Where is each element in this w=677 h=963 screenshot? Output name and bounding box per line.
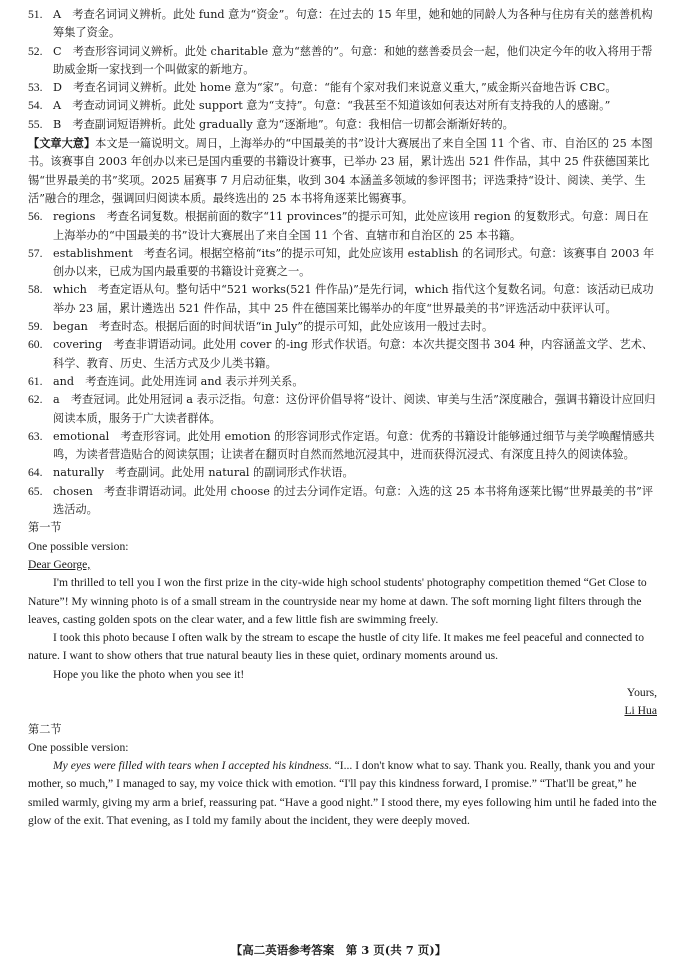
answer-item <box>28 391 657 428</box>
answer-item <box>28 281 657 318</box>
answer-number: 65. <box>28 484 43 498</box>
answer-item <box>28 464 657 482</box>
answer-item <box>28 245 657 282</box>
answer-item <box>28 336 657 373</box>
answer-number: 53. <box>28 81 43 95</box>
letter-salutation: Dear George, <box>28 557 91 571</box>
answer-number: 54. <box>28 99 43 113</box>
letter-paragraph: I took this photo because I often walk by the stream to escape the hustle of city life. It makes me feel peaceful and connected to nature. I want to show others that true natural beauty lies in these quiet, ordinary moments around us. <box>28 631 645 663</box>
answer-text: establishment 考查名词。根据空格前“its”的提示可知，此处应该用 establish 的名词形式。句意：该赛事自 2003 年创办以来，已成为国内最重要的书籍设计竞赛之一。 <box>53 246 655 279</box>
answer-text: A 考查名词词义辨析。此处 fund 意为“资金”。句意：在过去的 15 年里，她和她的同龄人为各种与住房有关的慈善机构筹集了资金。 <box>53 8 653 40</box>
answer-text: covering 考查非谓语动词。此处用 cover 的-ing 形式作状语。句意：本次共提交图书 304 种，内容涵盖文学、艺术、科学、教育、历史、生活方式及少儿类书籍。 <box>53 338 654 370</box>
answer-text: chosen 考查非谓语动词。此处用 choose 的过去分词作定语。句意：入选的这 25 本书将角逐莱比锡“世界最美的书”评选活动。 <box>53 484 654 517</box>
answer-item <box>28 43 657 80</box>
answer-number: 59. <box>28 320 43 334</box>
answer-item <box>28 483 657 520</box>
answer-item <box>28 318 657 336</box>
answer-item <box>28 6 657 43</box>
answer-number: 62. <box>28 393 43 407</box>
answer-number: 55. <box>28 117 43 131</box>
answer-number: 57. <box>28 246 43 260</box>
story-paragraph <box>28 757 657 830</box>
answer-text: D 考查名词词义辨析。此处 home 意为“家”。句意：“能有个家对我们来说意义重大，”威金斯兴奋地告诉 CBC。 <box>53 81 617 95</box>
answer-text: naturally 考查副词。此处用 natural 的副词形式作状语。 <box>53 466 354 480</box>
answer-text: emotional 考查形容词。此处用 emotion 的形容词形式作定语。句意：优秀的书籍设计能够通过细节与美学唤醒情感共鸣，为读者营造贴合的阅读氛围；让读者在翻页时自然而然地沉浸其中，进而获得沉浸式、有深度且持久的阅读体验。 <box>53 429 655 462</box>
section-one <box>28 519 657 720</box>
version-label: One possible version: <box>28 539 129 553</box>
answer-text: B 考查副词短语辨析。此处 gradually 意为“逐渐地”。句意：我相信一切都会渐渐好转的。 <box>53 117 514 131</box>
answer-number: 52. <box>28 44 43 58</box>
answer-item <box>28 116 657 134</box>
section-two <box>28 721 657 831</box>
answer-text: began 考查时态。根据后面的时间状语“in July”的提示可知，此处应该用一般过去时。 <box>53 320 494 334</box>
answers-group-b <box>28 208 657 519</box>
answer-text: and 考查连词。此处用连词 and 表示并列关系。 <box>53 374 304 388</box>
answer-number: 56. <box>28 210 43 224</box>
letter-signature: Li Hua <box>624 704 657 718</box>
answer-number: 51. <box>28 8 43 21</box>
answer-text: which 考查定语从句。整句话中“521 works(521 件作品)”是先行词，which 指代这个复数名词。句意：该活动已成功举办 23 届，累计遴选出 521 件作品，其中 25 件在德国莱比锡举办的年度“世界最美的书”评选活动中获评认可。 <box>53 283 654 315</box>
answer-number: 61. <box>28 374 43 388</box>
answer-item <box>28 428 657 465</box>
letter-closing: Yours, <box>626 685 657 699</box>
page-footer: 【高二英语参考答案 第 3 页(共 7 页)】 <box>230 942 447 957</box>
letter-paragraph: Hope you like the photo when you see it! <box>53 667 245 681</box>
answer-number: 58. <box>28 283 43 297</box>
section-heading: 第二节 <box>28 722 62 736</box>
answer-item <box>28 373 657 391</box>
answer-item <box>28 97 657 115</box>
article-summary <box>28 134 657 208</box>
answer-text: regions 考查名词复数。根据前面的数字“11 provinces”的提示可知，此处应该用 region 的复数形式。句意：周日在上海举办的“中国最美的书”设计大赛展出了来自全国 11 个省、直辖市和自治区的 25 本书籍。 <box>53 210 649 242</box>
letter-paragraph: I'm thrilled to tell you I won the first prize in the city-wide high school students' photography competition themed “Get Close to Nature”! My winning photo is of a small stream in the countryside near my home at dawn. The soft morning light filters through the leaves, casting golden spots on the clear water, and a few little fish are swimming freely. <box>28 576 647 626</box>
version-label: One possible version: <box>28 740 129 754</box>
answer-text: A 考查动词词义辨析。此处 support 意为“支持”。句意：“我甚至不知道该如何表达对所有支持我的人的感谢。” <box>53 99 611 113</box>
answer-item <box>28 79 657 97</box>
story-opening-sentence: My eyes were filled with tears when I accepted his kindness. <box>53 759 332 773</box>
answer-item <box>28 208 657 245</box>
answers-group-a <box>28 6 657 134</box>
answer-text: a 考查冠词。此处用冠词 a 表示泛指。句意：这份评价倡导将“设计、阅读、审美与生活”深度融合，强调书籍设计应回归阅读本质，服务于广大读者群体。 <box>53 393 656 425</box>
section-heading: 第一节 <box>28 521 62 535</box>
answer-number: 64. <box>28 466 43 480</box>
answer-number: 60. <box>28 338 43 352</box>
answer-number: 63. <box>28 429 43 443</box>
summary-text: 本文是一篇说明文。周日，上海举办的“中国最美的书”设计大赛展出了来自全国 11 个省、市、自治区的 25 本图书。该赛事自 2003 年创办以来已是国内重要的书籍设计赛事，已举办 23 届，累计选出 521 件作品，其中 25 件获德国莱比锡“世界最美的书”奖项。2025 届赛事 7 月启动征集，收到 304 本涵盖多领域的参评图书；评选秉持“设计、阅读、美学、生活”融合的理念，强调回归阅读本质。最终选出的 25 本书将角逐莱比锡赛事。 <box>28 137 653 205</box>
summary-label: 【文章大意】 <box>28 136 96 151</box>
answer-text: C 考查形容词词义辨析。此处 charitable 意为“慈善的”。句意：和她的慈善委员会一起，他们决定今年的收入将用于帮助威金斯一家找到一个叫做家的新地方。 <box>53 44 653 76</box>
story-continuation: “I... I don't know what to say. Thank you. Really, thank you and your mother, so much,” I managed to say, my voice thick with emotion. “I'll pay this kindness forward, I promise.” “That'll be great,” he smiled warmly, giving my arm a brief, reassuring pat. “Have a good night.” I stood there, my eyes following him until he faded into the glow of the exit. That evening, as I told my family about the incident, they were deeply moved. <box>28 759 657 828</box>
